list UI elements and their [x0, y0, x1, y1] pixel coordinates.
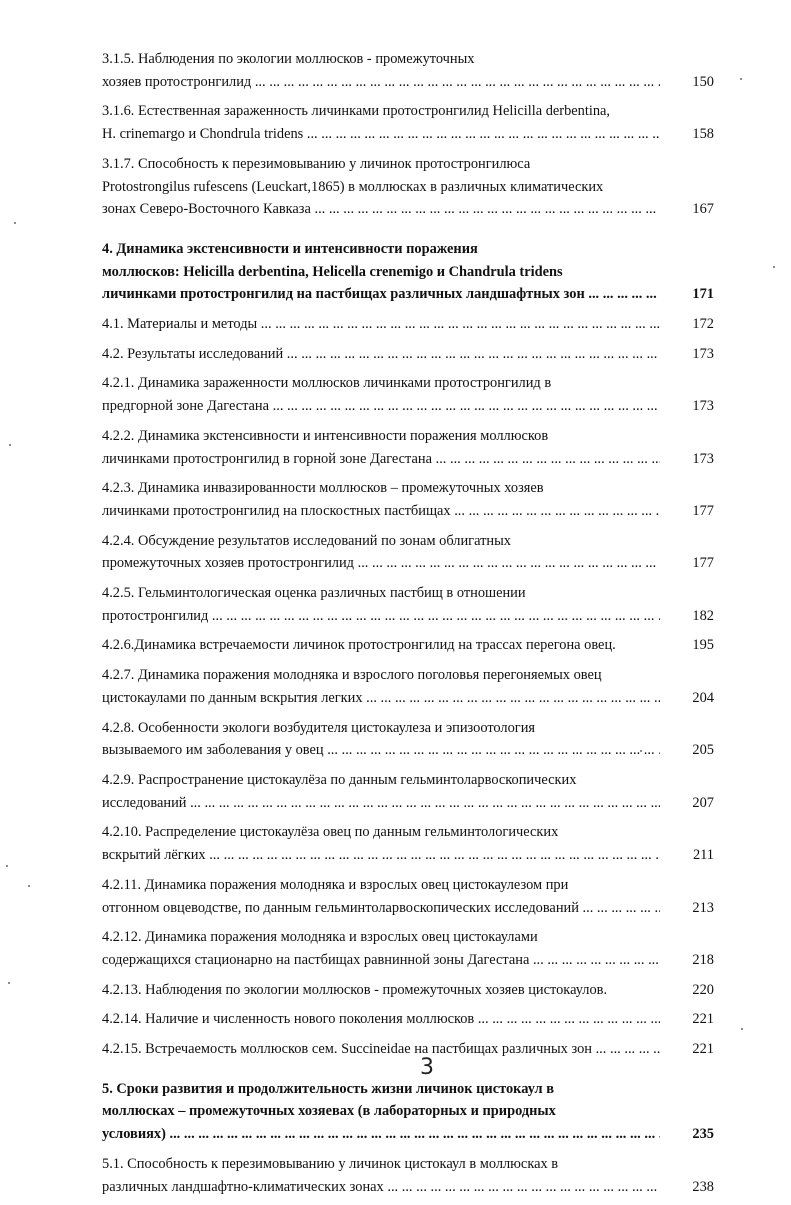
- toc-page-number: 158: [692, 126, 714, 143]
- toc-entry-line: 5.1. Способность к перезимовыванию у личинок цистокаул в моллюсках в: [102, 1155, 559, 1172]
- toc-entry-text: личинками протостронгилид на пастбищах различных ландшафтных зон: [102, 286, 585, 303]
- toc-page-number: 218: [692, 951, 714, 968]
- toc-page-number: 173: [692, 450, 714, 467]
- toc-entry: [102, 100, 714, 145]
- toc-entry: [102, 634, 714, 657]
- toc-entry-text: хозяев протостронгилид: [102, 73, 252, 90]
- scan-speck: [6, 865, 8, 867]
- toc-entry-text: личинками протостронгилид на плоскостных пастбищах: [102, 502, 451, 519]
- toc-entry-line: [102, 448, 660, 471]
- toc-entry-line: 4.2.7. Динамика поражения молодняка и взрослого поголовья перегоняемых овец: [102, 667, 602, 684]
- toc-page-number: 221: [692, 1011, 714, 1028]
- toc-entry-text: 4.2.15. Встречаемость моллюсков сем. Succineidae на пастбищах различных зон: [102, 1041, 592, 1058]
- toc-page-number: 221: [692, 1041, 714, 1058]
- dot-leader: [166, 1126, 660, 1142]
- toc-page-number: 177: [692, 502, 714, 519]
- scan-speck: [9, 444, 11, 446]
- toc-entry-line: 4.2.2. Динамика экстенсивности и интенсивности поражения моллюсков: [102, 427, 549, 444]
- dot-leader: [474, 1011, 660, 1027]
- toc-page-number: 182: [692, 607, 714, 624]
- toc-entry-line: 4.2.11. Динамика поражения молодняка и взрослых овец цистокаулезом при: [102, 876, 569, 893]
- toc-entry-text: условиях): [102, 1126, 166, 1143]
- dot-leader: [269, 398, 660, 414]
- toc-entry-text: отгонном овцеводстве, по данным гельминтоларвоскопических исследований: [102, 899, 579, 916]
- toc-page-number: 205: [692, 742, 714, 759]
- dot-leader: [585, 286, 660, 302]
- toc-entry-line: [102, 897, 660, 920]
- toc-entry-text: промежуточных хозяев протостронгилид: [102, 555, 355, 572]
- dot-leader: [208, 608, 660, 624]
- toc-entry-line: 4.2.10. Распределение цистокаулёза овец по данным гельминтологических: [102, 824, 559, 841]
- dot-leader: [186, 795, 660, 811]
- scan-speck: [773, 266, 775, 268]
- toc-entry-line: [102, 395, 660, 418]
- toc-entry: [102, 343, 714, 366]
- scan-speck: [640, 750, 642, 752]
- toc-entry-line: [102, 949, 660, 972]
- toc-entry-text: цистокаулами по данным вскрытия легких: [102, 689, 363, 706]
- toc-entry-line: [102, 71, 660, 94]
- toc-entry-text: зонах Северо-Восточного Кавказа: [102, 201, 311, 218]
- toc-entry-line: [102, 687, 660, 710]
- toc-entry: [102, 425, 714, 470]
- toc-page-number: 173: [692, 398, 714, 415]
- toc-entry: [102, 717, 714, 762]
- toc-entry: [102, 313, 714, 336]
- dot-leader: [324, 742, 660, 758]
- dot-leader: [303, 126, 660, 142]
- toc-page-number: 195: [692, 637, 714, 654]
- dot-leader: [257, 316, 660, 332]
- toc-page-number: 204: [692, 689, 714, 706]
- toc-entry-text: H. crinemargo и Chondrula tridens: [102, 126, 304, 143]
- dot-leader: [363, 690, 660, 706]
- toc-entry-line: [102, 343, 660, 366]
- toc-entry: [102, 372, 714, 417]
- toc-page-number: 220: [692, 981, 714, 998]
- scan-speck: [741, 1028, 743, 1030]
- toc-entry-line: 4.2.13. Наблюдения по экологии моллюсков - промежуточных хозяев цистокаулов.: [102, 981, 608, 998]
- scan-speck: [14, 222, 16, 224]
- toc-entry: [102, 821, 714, 866]
- scan-speck: [28, 885, 30, 887]
- toc-entry: [102, 238, 714, 306]
- toc-entry: [102, 582, 714, 627]
- toc-entry-line: [102, 500, 660, 523]
- toc-entry-line: 4.2.1. Динамика зараженности моллюсков личинками протостронгилид в: [102, 375, 552, 392]
- toc-entry-text: вскрытий лёгких: [102, 847, 206, 864]
- toc-entry-line: [102, 792, 660, 815]
- toc-entry-line: [102, 283, 660, 306]
- toc-page-number: 173: [692, 345, 714, 362]
- toc-entry-line: 5. Сроки развития и продолжительность жизни личинок цистокаул в: [102, 1080, 554, 1097]
- dot-leader: [451, 503, 660, 519]
- toc-entry-line: [102, 1008, 660, 1031]
- dot-leader: [529, 952, 660, 968]
- toc-page-number: 172: [692, 316, 714, 333]
- dot-leader: [592, 1041, 660, 1057]
- toc-entry-line: 4. Динамика экстенсивности и интенсивности поражения: [102, 240, 478, 257]
- toc-entry-text: 4.2. Результаты исследований: [102, 345, 284, 362]
- toc-entry-line: 4.2.3. Динамика инвазированности моллюсков – промежуточных хозяев: [102, 480, 544, 497]
- toc-entry-line: 4.2.5. Гельминтологическая оценка различных пастбищ в отношении: [102, 585, 526, 602]
- toc-page-number: 235: [692, 1126, 714, 1143]
- toc-entry-line: 4.2.8. Особенности экологи возбудителя цистокаулеза и эпизоотология: [102, 719, 536, 736]
- toc-entry: [102, 477, 714, 522]
- toc-entry-line: [102, 1176, 660, 1199]
- toc-entry-line: 3.1.7. Способность к перезимовыванию у личинок протостронгилюса: [102, 155, 531, 172]
- toc-entry-line: [102, 739, 660, 762]
- toc-entry-line: Protostrongilus rufescens (Leuckart,1865) в моллюсках в различных климатических: [102, 178, 604, 195]
- toc-entry-line: моллюсках – промежуточных хозяевах (в лабораторных и природных: [102, 1103, 556, 1120]
- toc-entry-text: 4.1. Материалы и методы: [102, 316, 258, 333]
- toc-page-number: 207: [692, 794, 714, 811]
- toc-entry-line: [102, 123, 660, 146]
- toc-entry-text: содержащихся стационарно на пастбищах равнинной зоны Дагестана: [102, 951, 530, 968]
- toc-entry-line: [102, 605, 660, 628]
- toc-entry-line: 4.2.4. Обсуждение результатов исследований по зонам облигатных: [102, 532, 511, 549]
- toc-entry-line: 4.2.9. Распространение цистокаулёза по данным гельминтоларвоскопических: [102, 771, 577, 788]
- toc-entry: [102, 874, 714, 919]
- toc-entry-text: протостронгилид: [102, 607, 209, 624]
- toc-entry-text: исследований: [102, 794, 187, 811]
- toc-entry-line: [102, 198, 660, 221]
- toc-entry-line: [102, 1123, 660, 1146]
- toc-entry-line: 4.2.12. Динамика поражения молодняка и взрослых овец цистокаулами: [102, 929, 538, 946]
- dot-leader: [354, 555, 660, 571]
- scan-speck: [8, 982, 10, 984]
- toc-entry-text: различных ландшафтно-климатических зонах: [102, 1178, 384, 1195]
- toc-entry-text: личинками протостронгилид в горной зоне Дагестана: [102, 450, 432, 467]
- toc-entry-line: [102, 313, 660, 336]
- toc-entry: [102, 153, 714, 221]
- toc-page-number: 238: [692, 1178, 714, 1195]
- dot-leader: [432, 451, 660, 467]
- page-number: 3: [420, 1055, 434, 1080]
- table-of-contents: [102, 48, 714, 1205]
- toc-entry: [102, 769, 714, 814]
- toc-entry-line: [102, 1038, 660, 1061]
- toc-entry: [102, 1038, 714, 1061]
- toc-entry: [102, 48, 714, 93]
- toc-entry: [102, 1153, 714, 1198]
- dot-leader: [206, 847, 660, 863]
- dot-leader: [384, 1179, 660, 1195]
- toc-entry-text: предгорной зоне Дагестана: [102, 398, 270, 415]
- toc-entry-text: 4.2.14. Наличие и численность нового поколения моллюсков: [102, 1011, 475, 1028]
- toc-page-number: 177: [692, 555, 714, 572]
- dot-leader: [579, 900, 660, 916]
- toc-entry-line: 3.1.6. Естественная зараженность личинками протостронгилид Helicilla derbentina,: [102, 103, 611, 120]
- toc-page-number: 213: [692, 899, 714, 916]
- toc-entry: [102, 664, 714, 709]
- toc-page-number: 150: [692, 73, 714, 90]
- dot-leader: [251, 74, 660, 90]
- toc-page-number: 167: [692, 201, 714, 218]
- toc-entry-line: моллюсков: Helicilla derbentina, Helicella crenemigo и Chandrula tridens: [102, 263, 563, 280]
- toc-entry: [102, 979, 714, 1002]
- toc-entry-line: [102, 844, 660, 867]
- toc-page-number: 171: [692, 286, 714, 303]
- dot-leader: [283, 346, 660, 362]
- toc-entry: [102, 926, 714, 971]
- toc-entry-text: вызываемого им заболевания у овец: [102, 742, 324, 759]
- toc-entry-line: 4.2.6.Динамика встречаемости личинок протостронгилид на трассах перегона овец.: [102, 637, 616, 654]
- toc-entry: [102, 1078, 714, 1146]
- toc-entry: [102, 1008, 714, 1031]
- toc-entry-line: 3.1.5. Наблюдения по экологии моллюсков - промежуточных: [102, 51, 475, 67]
- toc-entry: [102, 530, 714, 575]
- dot-leader: [311, 201, 660, 217]
- scan-speck: [740, 78, 742, 80]
- toc-entry-line: [102, 552, 660, 575]
- toc-page-number: 211: [692, 847, 714, 864]
